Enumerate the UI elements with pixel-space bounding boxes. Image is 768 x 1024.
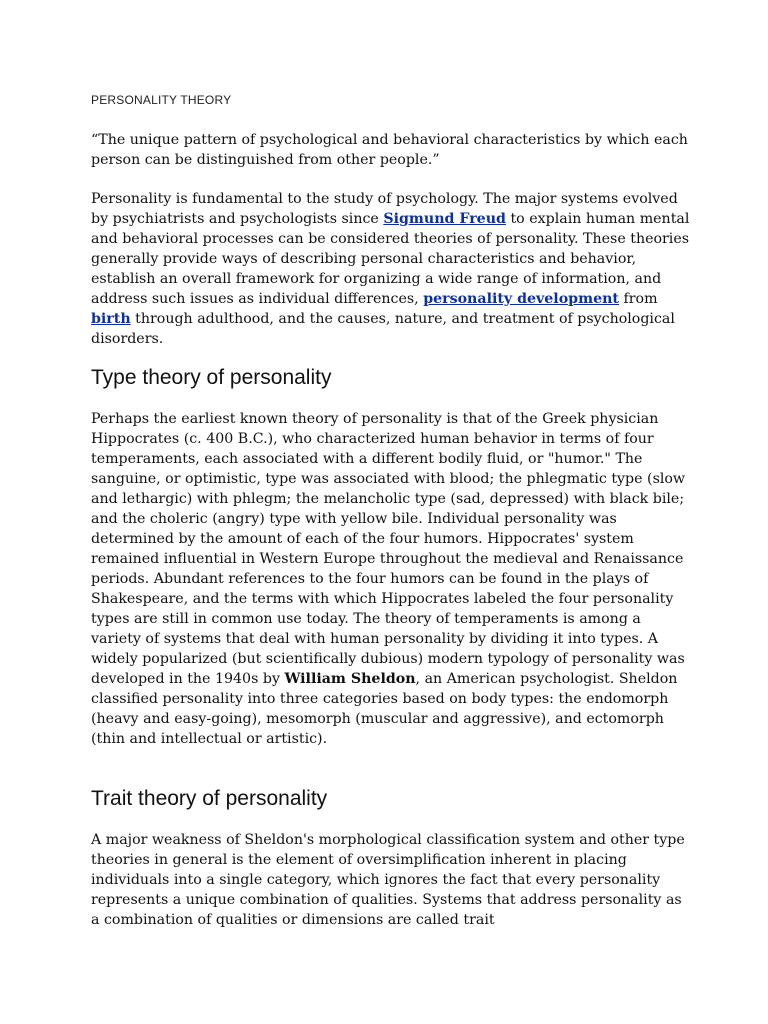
definition-quote: “The unique pattern of psychological and behavioral characteristics by which each person can be distinguished from other people.” bbox=[91, 132, 688, 168]
william-sheldon-name: William Sheldon bbox=[284, 671, 416, 687]
trait-theory-paragraph: A major weakness of Sheldon's morphological classification system and other type theories in general is the element of oversimplification inherent in placing individuals into a single category, which ignores the fact that every personality represents a unique combination of qualities. Systems that address personality as a combination of qualities or dimensions are called trait bbox=[91, 832, 685, 928]
birth-link[interactable]: birth bbox=[91, 311, 131, 327]
trait-theory-heading: Trait theory of personality bbox=[91, 787, 328, 810]
intro-text-1: Personality is fundamental to the study of psychology. The major systems evolved by psychiatrists and psychologists since bbox=[91, 191, 678, 227]
document-title: PERSONALITY THEORY bbox=[91, 93, 232, 107]
personality-development-link[interactable]: personality development bbox=[423, 291, 619, 307]
type-theory-text-1: Perhaps the earliest known theory of personality is that of the Greek physician Hippocrates (c. 400 B.C.), who characterized human behavior in terms of four temperaments, each associated with a different bodily fluid, or "humor." The sanguine, or optimistic, type was associated with blood; the phlegmatic type (slow and lethargic) with phlegm; the melancholic type (sad, depressed) with black bile; and the choleric (angry) type with yellow bile. Individual personality was determined by the amount of each of the four humors. Hippocrates' system remained influential in Western Europe throughout the medieval and Renaissance periods. Abundant references to the four humors can be found in the plays of Shakespeare, and the terms with which Hippocrates labeled the four personality types are still in common use today. The theory of temperaments is among a variety of systems that deal with human personality by dividing it into types. A widely popularized (but scientifically dubious) modern typology of personality was developed in the 1940s by bbox=[91, 411, 686, 687]
type-theory-paragraph bbox=[91, 409, 691, 749]
sigmund-freud-link[interactable]: Sigmund Freud bbox=[383, 211, 506, 227]
intro-text-2: to explain human mental and behavioral processes can be considered theories of personality. These theories generally provide ways of describing personal characteristics and behavior, establish an overall framework for organizing a wide range of information, and address such issues as individual differences, bbox=[91, 211, 690, 307]
type-theory-heading: Type theory of personality bbox=[91, 366, 332, 389]
intro-text-3: from bbox=[618, 291, 658, 307]
intro-text-4: through adulthood, and the causes, nature, and treatment of psychological disorders. bbox=[91, 311, 675, 347]
type-theory-text-2: , an American psychologist. Sheldon classified personality into three categories based on body types: the endomorph (heavy and easy-going), mesomorph (muscular and aggressive), and ectomorph (thin and intellectual or artistic). bbox=[91, 671, 678, 747]
intro-paragraph bbox=[91, 189, 691, 349]
